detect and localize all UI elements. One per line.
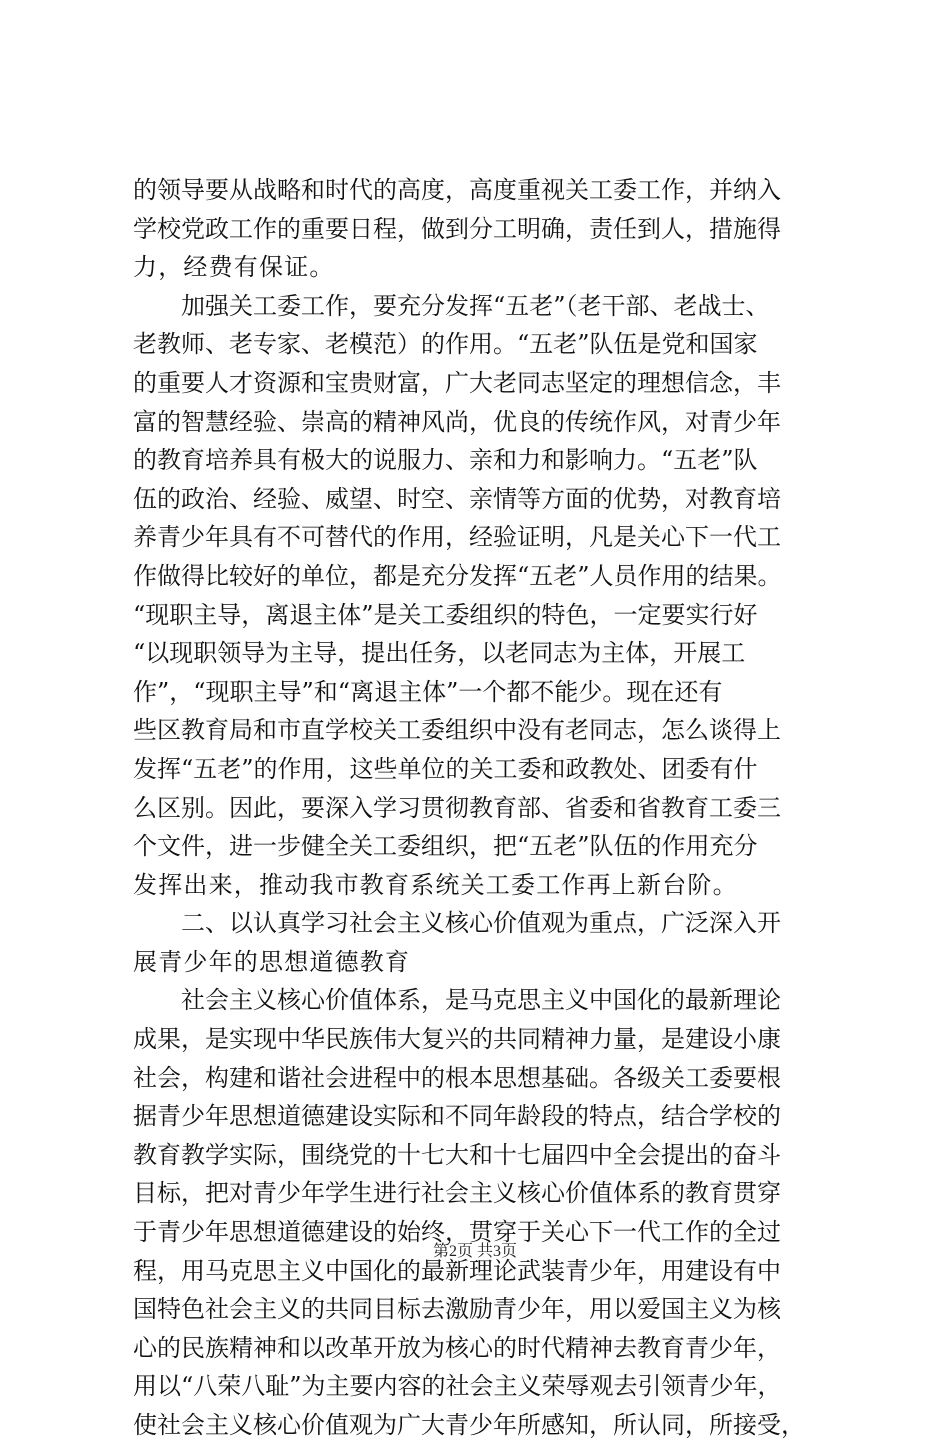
text-line: 发挥“五老”的作用，这些单位的关工委和政教处、团委有什: [133, 754, 758, 783]
text-line: 力，经费有保证。: [133, 253, 335, 282]
page-footer: 第2页 共3页: [432, 1243, 517, 1260]
text-line: 些区教育局和市直学校关工委组织中没有老同志，怎么谈得上: [133, 716, 781, 745]
text-line: 伍的政治、经验、威望、时空、亲情等方面的优势，对教育培: [133, 484, 781, 513]
text-line: 学校党政工作的重要日程，做到分工明确，责任到人，措施得: [133, 214, 781, 243]
text-line: 于青少年思想道德建设的始终，贯穿于关心下一代工作的全过: [133, 1218, 781, 1247]
text-line: 发挥出来，推动我市教育系统关工委工作再上新台阶。: [133, 870, 738, 899]
text-line: 展青少年的思想道德教育: [133, 947, 411, 976]
text-line: 老教师、老专家、老模范）的作用。“五老”队伍是党和国家: [133, 330, 758, 359]
text-line: 的领导要从战略和时代的高度，高度重视关工委工作，并纳入: [133, 176, 781, 204]
text-line: 使社会主义核心价值观为广大青少年所感知，所认同，所接受，: [133, 1411, 805, 1439]
text-line: 社会主义核心价值体系，是马克思主义中国化的最新理论: [133, 986, 781, 1015]
text-line: 心的民族精神和以改革开放为核心的时代精神去教育青少年，: [133, 1333, 781, 1362]
text-line: 加强关工委工作，要充分发挥“五老”（老干部、老战士、: [133, 291, 770, 320]
text-line: 养青少年具有不可替代的作用，经验证明，凡是关心下一代工: [133, 523, 781, 552]
text-line: 国特色社会主义的共同目标去激励青少年，用以爱国主义为核: [133, 1295, 781, 1324]
text-line: 目标，把对青少年学生进行社会主义核心价值体系的教育贯穿: [133, 1179, 781, 1208]
text-line: 成果，是实现中华民族伟大复兴的共同精神力量，是建设小康: [133, 1025, 781, 1054]
text-line: 的重要人才资源和宝贵财富，广大老同志坚定的理想信念，丰: [133, 368, 781, 397]
text-line: 社会，构建和谐社会进程中的根本思想基础。各级关工委要根: [133, 1063, 781, 1092]
text-line: 程，用马克思主义中国化的最新理论武装青少年，用建设有中: [133, 1256, 781, 1285]
text-line: 个文件，进一步健全关工委组织，把“五老”队伍的作用充分: [133, 832, 758, 861]
text-line: 作”，“现职主导”和“离退主体”一个都不能少。现在还有: [133, 677, 723, 706]
text-line: 教育教学实际，围绕党的十七大和十七届四中全会提出的奋斗: [133, 1140, 781, 1169]
text-line: 据青少年思想道德建设实际和不同年龄段的特点，结合学校的: [133, 1102, 781, 1131]
text-line: “以现职领导为主导，提出任务，以老同志为主体，开展工: [133, 639, 746, 668]
text-line: 作做得比较好的单位，都是充分发挥“五老”人员作用的结果。: [133, 561, 782, 590]
text-line: 的教育培养具有极大的说服力、亲和力和影响力。“五老”队: [133, 446, 758, 475]
text-line: 用以“八荣八耻”为主要内容的社会主义荣辱观去引领青少年，: [133, 1372, 782, 1401]
text-line: 二、以认真学习社会主义核心价值观为重点，广泛深入开: [133, 909, 781, 938]
text-line: “现职主导，离退主体”是关工委组织的特色，一定要实行好: [133, 600, 758, 629]
text-line: 富的智慧经验、崇高的精神风尚，优良的传统作风，对青少年: [133, 407, 781, 436]
text-line: 么区别。因此，要深入学习贯彻教育部、省委和省教育工委三: [133, 793, 781, 822]
